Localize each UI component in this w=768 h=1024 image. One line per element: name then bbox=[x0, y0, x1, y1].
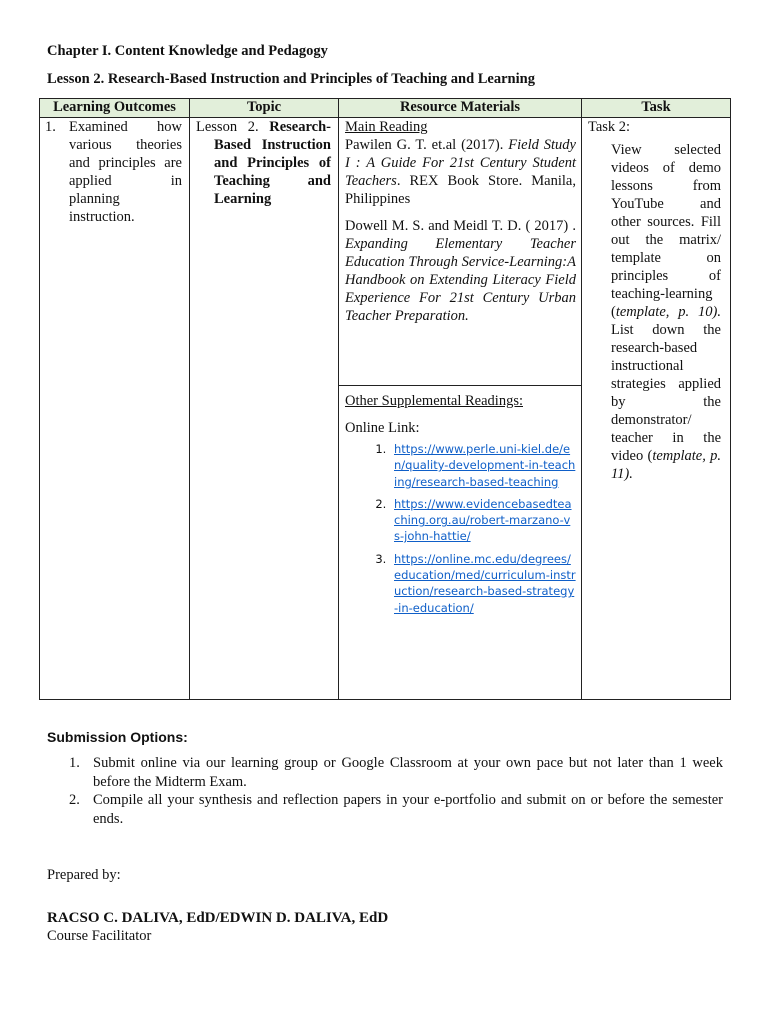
supplemental-label: Other Supplemental Readings: bbox=[345, 393, 523, 409]
reference-2-author: Dowell M. S. and Meidl T. D. ( 2017) . bbox=[345, 218, 576, 234]
main-reading-section bbox=[339, 118, 581, 386]
outcome-number: 1. bbox=[45, 119, 56, 135]
item-number: 1. bbox=[69, 755, 80, 771]
chapter-title: Chapter I. Content Knowledge and Pedagogy bbox=[47, 43, 328, 59]
lesson-title: Lesson 2. Research-Based Instruction and Principles of Teaching and Learning bbox=[47, 71, 535, 87]
link-online-mc[interactable]: https://online.mc.edu/degrees/education/med/curriculum-instruction/research-based-strategy-in-education/ bbox=[394, 551, 576, 615]
item-number: 2. bbox=[69, 792, 80, 808]
topic-line: Based Instruction bbox=[214, 137, 331, 153]
facilitator-name: RACSO C. DALIVA, EdD/EDWIN D. DALIVA, EdD bbox=[47, 910, 389, 926]
header-learning-outcomes: Learning Outcomes bbox=[40, 99, 190, 118]
submission-options-heading: Submission Options: bbox=[47, 729, 188, 745]
reference-1-publisher: . REX Book Store. Manila, Philippines bbox=[345, 173, 576, 207]
topic-bold-first: Research- bbox=[269, 119, 331, 135]
outcome-line: instruction. bbox=[69, 209, 135, 225]
topic-cell bbox=[190, 118, 339, 700]
reference-1 bbox=[345, 136, 576, 208]
task-text-a: View selected videos of demo lessons from YouTube and other sources. Fill out the matrix/ template on principles of teaching-learning ( bbox=[611, 142, 721, 320]
topic-line: and Principles of bbox=[214, 155, 331, 171]
outcome-line: Examined how bbox=[69, 119, 182, 135]
header-resource-materials: Resource Materials bbox=[339, 99, 582, 118]
prepared-by-label: Prepared by: bbox=[47, 867, 121, 883]
outcome-line: and principles are bbox=[69, 155, 182, 171]
outcome-line: various theories bbox=[69, 137, 182, 153]
list-item bbox=[390, 551, 576, 616]
table-row bbox=[40, 118, 731, 700]
table-header-row bbox=[40, 99, 731, 118]
outcome-text bbox=[69, 118, 182, 226]
reference-1-author: Pawilen G. T. et.al (2017). bbox=[345, 137, 504, 153]
supplemental-section bbox=[339, 386, 581, 616]
main-reading-label: Main Reading bbox=[345, 119, 428, 135]
resources-cell bbox=[339, 118, 582, 700]
outcomes-cell bbox=[40, 118, 190, 700]
topic-prefix: Lesson 2. bbox=[196, 119, 259, 135]
task-label: Task 2: bbox=[588, 119, 631, 135]
list-item bbox=[47, 791, 723, 828]
topic-first-line bbox=[196, 118, 331, 136]
reference-2-title: Expanding Elementary Teacher Education Through Service-Learning:A Handbook on Extending Literacy Field Experience For 21st Century Urban Teacher Preparation. bbox=[345, 236, 576, 324]
reference-2 bbox=[345, 217, 576, 325]
outcome-line: applied in bbox=[69, 173, 182, 189]
link-perle[interactable]: https://www.perle.uni-kiel.de/en/quality-development-in-teaching/research-based-teaching bbox=[394, 442, 576, 489]
header-topic: Topic bbox=[190, 99, 339, 118]
task-cell bbox=[582, 118, 731, 700]
submission-options-list bbox=[47, 754, 723, 828]
online-link-label: Online Link: bbox=[345, 420, 420, 436]
task-description bbox=[582, 136, 730, 483]
links-list bbox=[345, 441, 576, 616]
facilitator-role: Course Facilitator bbox=[47, 928, 152, 944]
outcome-line: planning bbox=[69, 191, 120, 207]
reference-1-title: Field Study I : A Guide For 21st Century Student Teachers bbox=[345, 137, 576, 189]
list-item bbox=[390, 496, 576, 545]
topic-line: Teaching and bbox=[214, 173, 331, 189]
list-item bbox=[47, 754, 723, 791]
link-evidence-based-teaching[interactable]: https://www.evidencebasedteaching.org.au/robert-marzano-vs-john-hattie/ bbox=[394, 496, 572, 544]
item-text: Submit online via our learning group or Google Classroom at your own pace but not later than 1 week before the Midterm Exam. bbox=[93, 755, 723, 790]
task-ref-a: template, p. 10). bbox=[615, 304, 721, 320]
lesson-matrix-table bbox=[39, 98, 731, 700]
task-ref-b: template, p. 11). bbox=[611, 448, 721, 482]
item-text: Compile all your synthesis and reflection papers in your e-portfolio and submit on or before the semester ends. bbox=[93, 792, 723, 827]
list-item bbox=[390, 441, 576, 490]
header-task: Task bbox=[582, 99, 731, 118]
task-text-b: List down the research-based instructional strategies applied by the demonstrator/ teacher in the video ( bbox=[611, 322, 721, 464]
topic-line: Learning bbox=[214, 191, 272, 207]
